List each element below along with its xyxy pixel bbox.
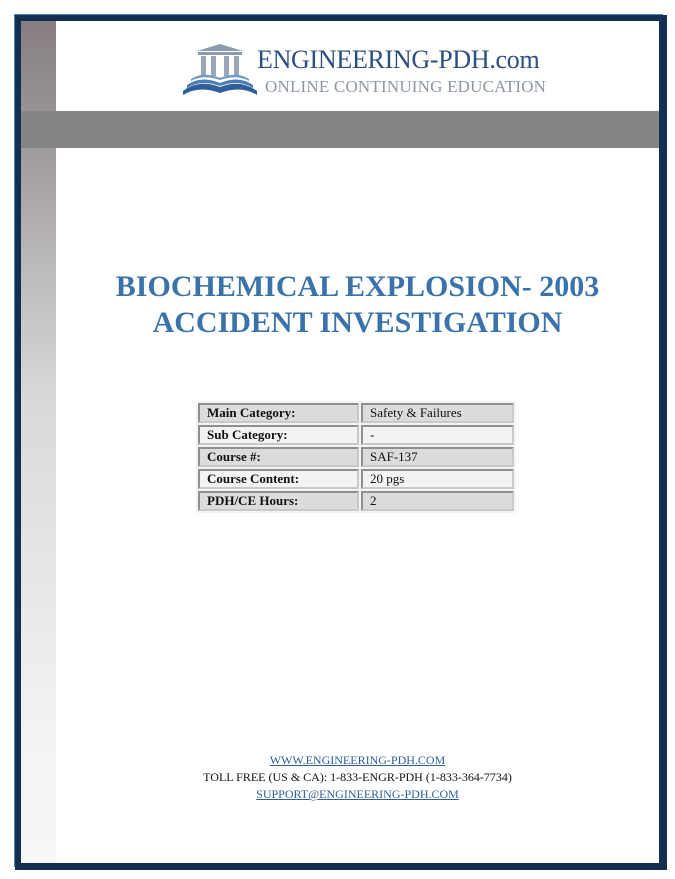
- row-label: Sub Category:: [198, 425, 359, 445]
- title-line-2: ACCIDENT INVESTIGATION: [152, 306, 563, 339]
- page-frame: [15, 15, 667, 870]
- website-link[interactable]: WWW.ENGINEERING-PDH.COM: [269, 753, 446, 767]
- row-value: -: [361, 425, 514, 445]
- row-value: 2: [361, 491, 514, 511]
- temple-book-icon: [179, 43, 261, 99]
- row-label: Course Content:: [198, 469, 359, 489]
- logo-main-text: ENGINEERING-PDH.com: [257, 45, 540, 74]
- row-label: PDH/CE Hours:: [198, 491, 359, 511]
- header-gray-bar: [21, 111, 659, 148]
- logo: [179, 43, 547, 103]
- document-title: [56, 269, 659, 341]
- table-row: [198, 447, 514, 467]
- course-info-table: [196, 401, 516, 513]
- table-row: [198, 469, 514, 489]
- table-row: [198, 425, 514, 445]
- table-row: [198, 491, 514, 511]
- row-label: Main Category:: [198, 403, 359, 423]
- title-line-1: BIOCHEMICAL EXPLOSION- 2003: [115, 270, 600, 303]
- row-label: Course #:: [198, 447, 359, 467]
- row-value: 20 pgs: [361, 469, 514, 489]
- toll-free-text: TOLL FREE (US & CA): 1-833-ENGR-PDH (1-833-364-7734): [203, 770, 512, 784]
- support-email-link[interactable]: SUPPORT@ENGINEERING-PDH.COM: [256, 787, 459, 801]
- footer: [56, 752, 659, 803]
- row-value: SAF-137: [361, 447, 514, 467]
- row-value: Safety & Failures: [361, 403, 514, 423]
- logo-tagline: ONLINE CONTINUING EDUCATION: [265, 77, 547, 96]
- table-row: [198, 403, 514, 423]
